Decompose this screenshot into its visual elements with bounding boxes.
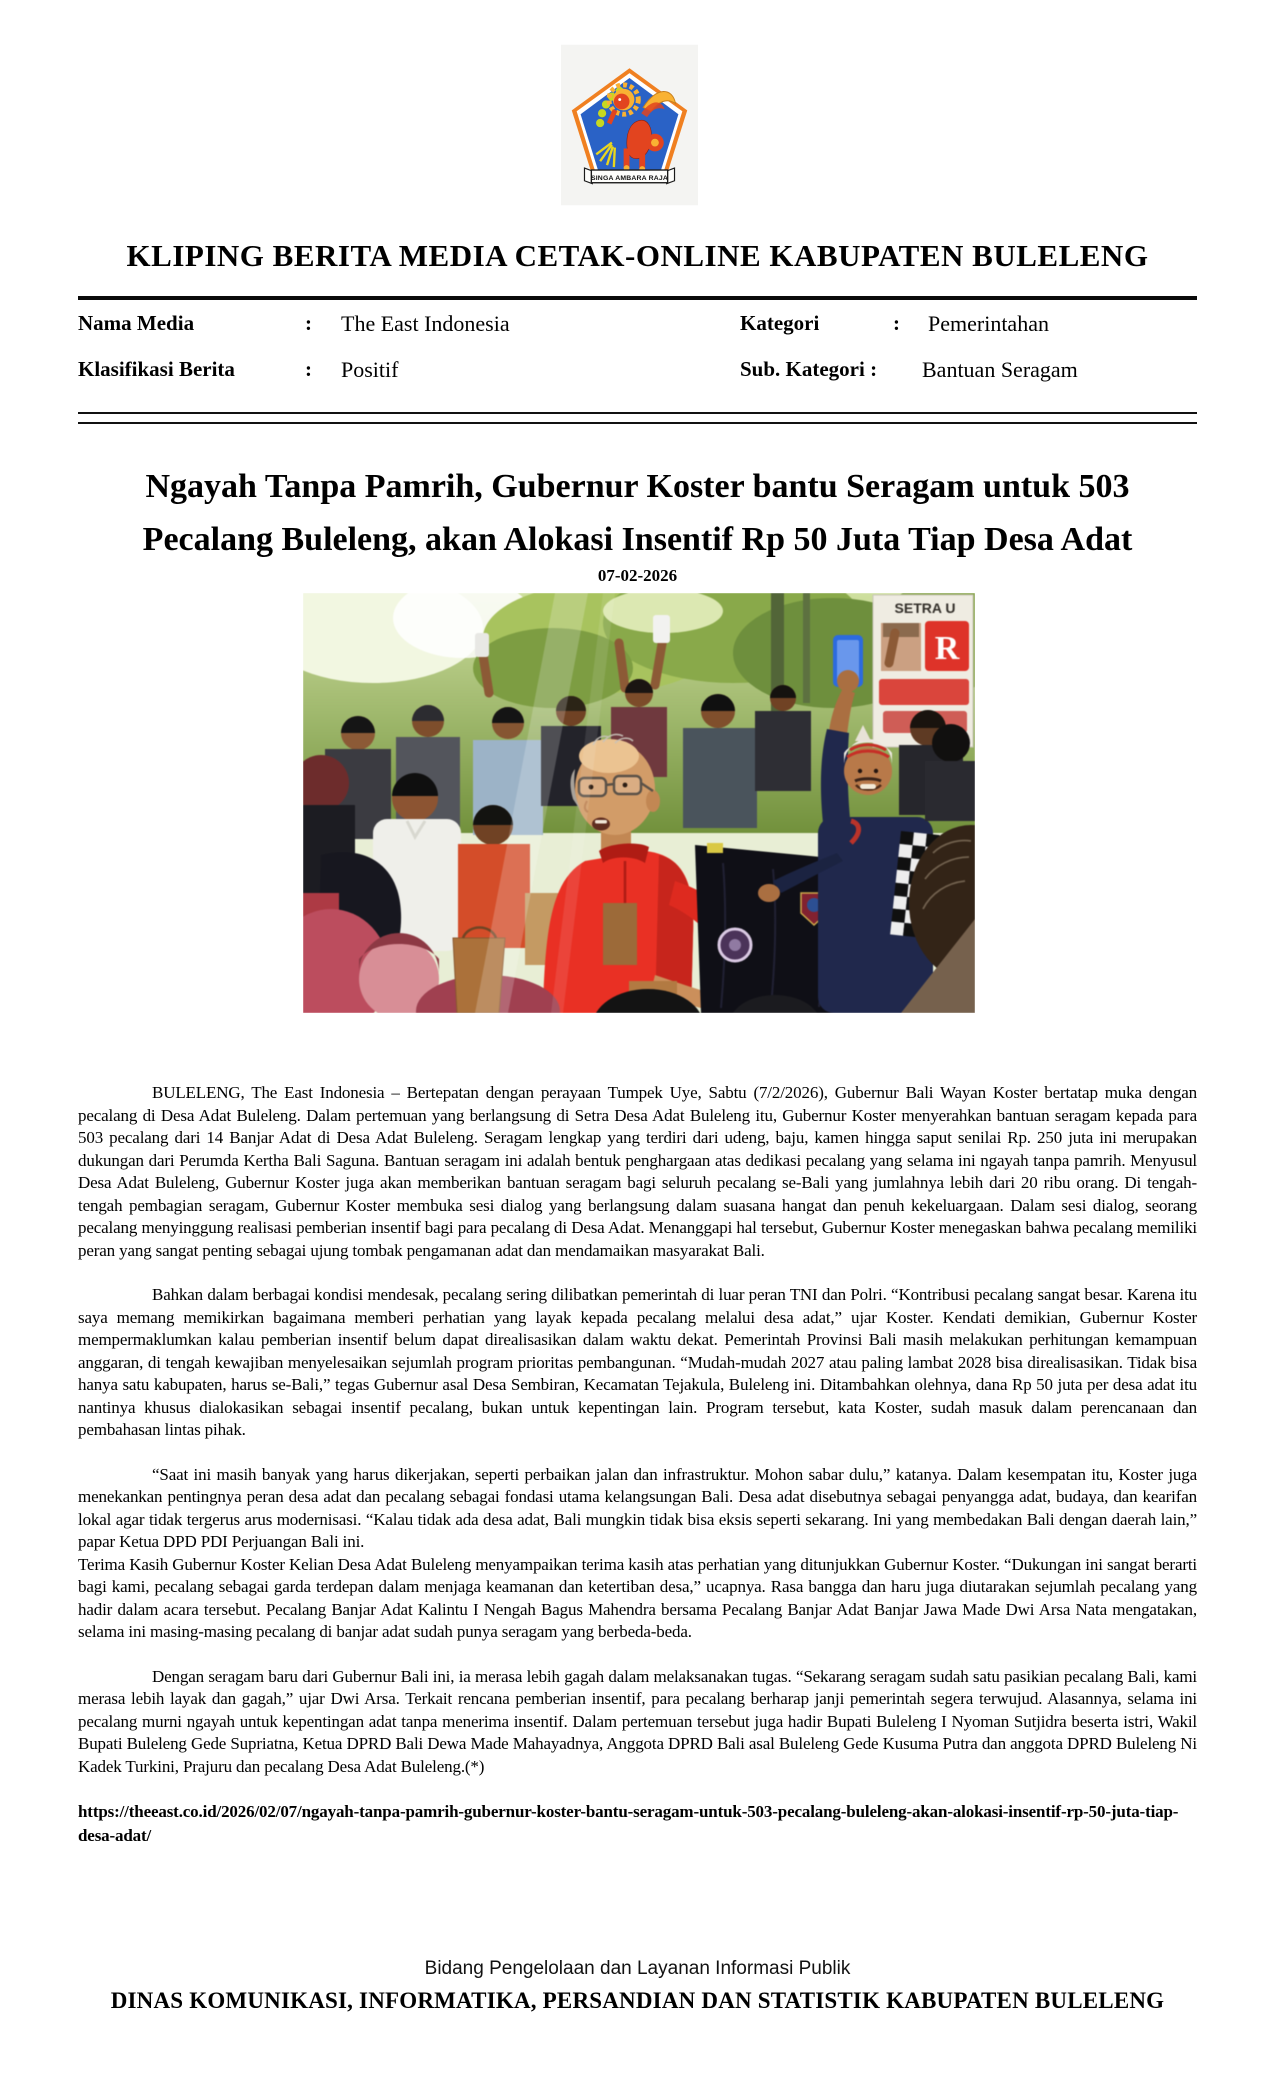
article-source-url: https://theeast.co.id/2026/02/07/ngayah-tanpa-pamrih-gubernur-koster-bantu-seragam-untuk-503-pecalang-buleleng-akan-alokasi-insentif-rp-50-juta-tiap-desa-adat/ [78, 1802, 1179, 1845]
meta-colon: : [305, 357, 312, 381]
meta-label-kategori: Kategori [740, 311, 820, 335]
meta-colon: : [893, 311, 900, 335]
paragraph: Dengan seragam baru dari Gubernur Bali ini, ia merasa lebih gagah dalam melaksanakan tugas. “Sekarang seragam sudah satu pasikian pecalang Bali, kami merasa lebih layak dan gagah,” ujar Dwi Arsa. Terkait rencana pemberian insentif, para pecalang berharap janji pemerintah segera terwujud. Alasannya, selama ini pecalang murni ngayah untuk kepentingan adat tanpa menerima insentif. Dalam pertemuan tersebut juga hadir Bupati Buleleng I Nyoman Sutjidra beserta istri, Wakil Bupati Buleleng Gede Supriatna, Ketua DPRD Bali Dewa Made Mahayadnya, Anggota DPRD Bali asal Buleleng Gede Kusuma Putra dan anggota DPRD Buleleng Ni Kadek Turkini, Prajuru dan pecalang Desa Adat Buleleng.(*) [78, 1666, 1197, 1776]
footer-division-line: Bidang Pengelolaan dan Layanan Informasi Publik [424, 1958, 851, 1979]
meta-label-klasifikasi: Klasifikasi Berita [78, 357, 235, 381]
meta-colon: : [305, 311, 312, 335]
meta-value-kategori: Pemerintahan [928, 311, 1049, 336]
article-date: 07-02-2026 [597, 566, 678, 585]
svg-text:R: R [934, 630, 960, 667]
svg-text:SETRA U: SETRA U [894, 600, 956, 616]
headline-line2: Pecalang Buleleng, akan Alokasi Insentif Rp 50 Juta Tiap Desa Adat [142, 521, 1133, 558]
headline-line1: Ngayah Tanpa Pamrih, Gubernur Koster bantu Seragam untuk 503 [145, 468, 1130, 505]
meta-divider-double [78, 412, 1197, 424]
article-headline [0, 460, 1275, 566]
buleleng-emblem-logo [561, 44, 698, 206]
meta-value-nama-media: The East Indonesia [341, 311, 510, 336]
footer-agency-line: DINAS KOMUNIKASI, INFORMATIKA, PERSANDIAN DAN STATISTIK KABUPATEN BULELENG [110, 1988, 1165, 2013]
article-photo [303, 593, 975, 1013]
document-title: KLIPING BERITA MEDIA CETAK-ONLINE KABUPATEN BULELENG [126, 238, 1149, 273]
meta-value-sub-kategori: Bantuan Seragam [922, 357, 1078, 382]
meta-label-sub-kategori: Sub. Kategori : [740, 357, 878, 381]
header-divider-thick [78, 296, 1197, 300]
pentagon-crest-icon [561, 44, 698, 206]
meta-value-klasifikasi: Positif [341, 357, 399, 382]
article-body [78, 1082, 1197, 1870]
emblem-banner-text: SINGA AMBARA RAJA [590, 174, 669, 182]
meta-label-nama-media: Nama Media [78, 311, 195, 335]
paragraph: BULELENG, The East Indonesia – Bertepatan dengan perayaan Tumpek Uye, Sabtu (7/2/2026), Gubernur Bali Wayan Koster bertatap muka dengan pecalang di Desa Adat Buleleng. Dalam pertemuan yang berlangsung di Setra Desa Adat Buleleng itu, Gubernur Koster menyerahkan bantuan seragam kepada para 503 pecalang dari 14 Banjar Adat di Desa Adat Buleleng. Seragam lengkap yang terdiri dari udeng, baju, kamen hingga saput senilai Rp. 250 juta ini merupakan dukungan dari Perumda Kertha Bali Saguna. Bantuan seragam ini adalah bentuk penghargaan atas dedikasi pecalang yang selama ini ngayah tanpa pamrih. Menyusul Desa Adat Buleleng, Gubernur Koster juga akan memberikan bantuan seragam bagi seluruh pecalang se-Bali yang jumlahnya lebih dari 20 ribu orang. Di tengah-tengah pembagian seragam, Gubernur Koster membuka sesi dialog yang berlangsung dalam suasana hangat dan penuh kekeluargaan. Dalam sesi dialog, seorang pecalang menyinggung realisasi pemberian insentif bagi para pecalang di Desa Adat. Menanggapi hal tersebut, Gubernur Koster menegaskan bahwa pecalang memiliki peran yang sangat penting sebagai ujung tombak pengamanan adat dan mendamaikan masyarakat Bali. [78, 1083, 1197, 1260]
paragraph: Bahkan dalam berbagai kondisi mendesak, pecalang sering dilibatkan pemerintah di luar peran TNI dan Polri. “Kontribusi pecalang sangat besar. Karena itu saya memang memikirkan bagaimana memberi perhatian yang layak kepada pecalang melalui desa adat,” ujar Koster. Kendati demikian, Gubernur Koster mempermaklumkan kalau pemberian insentif belum dapat direalisasikan dalam waktu dekat. Pemerintah Provinsi Bali masih melakukan perhitungan kemampuan anggaran, di tengah kewajiban menyelesaikan sejumlah program prioritas pembangunan. “Mudah-mudah 2027 atau paling lambat 2028 bisa direalisasikan. Tidak bisa hanya satu kabupaten, harus se-Bali,” tegas Gubernur asal Desa Sembiran, Kecamatan Tejakula, Buleleng ini. Ditambahkan olehnya, dana Rp 50 juta per desa adat itu nantinya khusus dialokasikan sebagai insentif pecalang, bukan untuk kepentingan lain. Program tersebut, kata Koster, sudah masuk dalam perencanaan dan pembahasan lintas pihak. [78, 1285, 1197, 1439]
paragraph: Terima Kasih Gubernur Koster Kelian Desa Adat Buleleng menyampaikan terima kasih atas perhatian yang ditunjukkan Gubernur Koster. “Dukungan ini sangat berarti bagi kami, pecalang sebagai garda terdepan dalam menjaga keamanan dan ketertiban desa,” ucapnya. Rasa bangga dan haru juga diutarakan sejumlah pecalang yang hadir dalam acara tersebut. Pecalang Banjar Adat Kalintu I Nengah Bagus Mahendra bersama Pecalang Banjar Adat Banjar Jawa Made Dwi Arsa Nata mengatakan, selama ini masing-masing pecalang di banjar adat sudah punya seragam yang berbeda-beda. [78, 1554, 1197, 1641]
paragraph: “Saat ini masih banyak yang harus dikerjakan, seperti perbaikan jalan dan infrastruktur. Mohon sabar dulu,” katanya. Dalam kesempatan itu, Koster juga menekankan pentingnya peran desa adat dan pecalang sebagai fondasi utama kelangsungan Bali. Desa adat disebutnya sebagai penyangga adat, budaya, dan kearifan lokal agar tidak tergerus arus modernisasi. “Kalau tidak ada desa adat, Bali mungkin tidak bisa eksis seperti sekarang. Ini yang membedakan Bali dengan daerah lain,” papar Ketua DPD PDI Perjuangan Bali ini. [78, 1464, 1197, 1551]
